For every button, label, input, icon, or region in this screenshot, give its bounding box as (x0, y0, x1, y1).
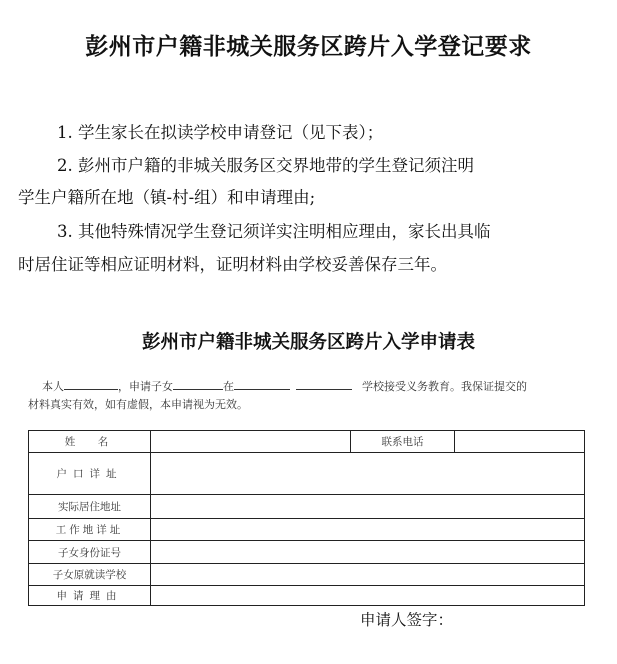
child-school-label: 子女原就读学校 (29, 564, 151, 586)
name-label: 姓 名 (29, 431, 151, 453)
declaration-line-1 (28, 378, 613, 395)
child-school-cell[interactable] (151, 564, 585, 586)
table-row (29, 541, 585, 564)
page-title: 彭州市户籍非城关服务区跨片入学登记要求 (85, 34, 532, 60)
declaration-part-1: 本人 (42, 380, 64, 393)
table-row (29, 564, 585, 586)
name-cell[interactable] (151, 431, 351, 453)
declaration-line-2: 材料真实有效，如有虚假，本申请视为无效。 (28, 398, 248, 411)
actual-address-label: 实际居住地址 (29, 495, 151, 519)
work-address-label: 工作地详址 (29, 519, 151, 541)
signature-label: 申请人签字： (360, 611, 454, 629)
actual-address-cell[interactable] (151, 495, 585, 519)
child-name-blank[interactable] (173, 378, 223, 390)
table-row (29, 453, 585, 495)
form-title: 彭州市户籍非城关服务区跨片入学申请表 (141, 332, 475, 353)
town-blank[interactable] (234, 378, 290, 390)
reason-label: 申请理由 (29, 586, 151, 606)
table-row (29, 586, 585, 606)
declaration-part-4: 学校接受义务教育。我保证提交的 (362, 380, 527, 393)
hukou-address-label: 户口详址 (29, 453, 151, 495)
work-address-cell[interactable] (151, 519, 585, 541)
child-id-cell[interactable] (151, 541, 585, 564)
table-row (29, 519, 585, 541)
hukou-address-cell[interactable] (151, 453, 585, 495)
declaration-part-3: 在 (223, 380, 234, 393)
school-blank[interactable] (296, 378, 352, 390)
reason-cell[interactable] (151, 586, 585, 606)
requirement-2-line-1: 2. 彭州市户籍的非城关服务区交界地带的学生登记须注明 (57, 156, 474, 175)
application-form-table (28, 430, 585, 606)
phone-label: 联系电话 (351, 431, 455, 453)
requirement-1: 1. 学生家长在拟读学校申请登记（见下表）； (57, 123, 384, 142)
requirement-3-line-1: 3. 其他特殊情况学生登记须详实注明相应理由，家长出具临 (57, 222, 491, 241)
applicant-name-blank[interactable] (64, 378, 118, 390)
table-row (29, 431, 585, 453)
declaration-part-2: ，申请子女 (118, 380, 173, 393)
requirement-3-line-2: 时居住证等相应证明材料，证明材料由学校妥善保存三年。 (18, 255, 447, 274)
table-row (29, 495, 585, 519)
requirement-2-line-2: 学生户籍所在地（镇-村-组）和申请理由; (18, 188, 316, 207)
child-id-label: 子女身份证号 (29, 541, 151, 564)
phone-cell[interactable] (455, 431, 585, 453)
